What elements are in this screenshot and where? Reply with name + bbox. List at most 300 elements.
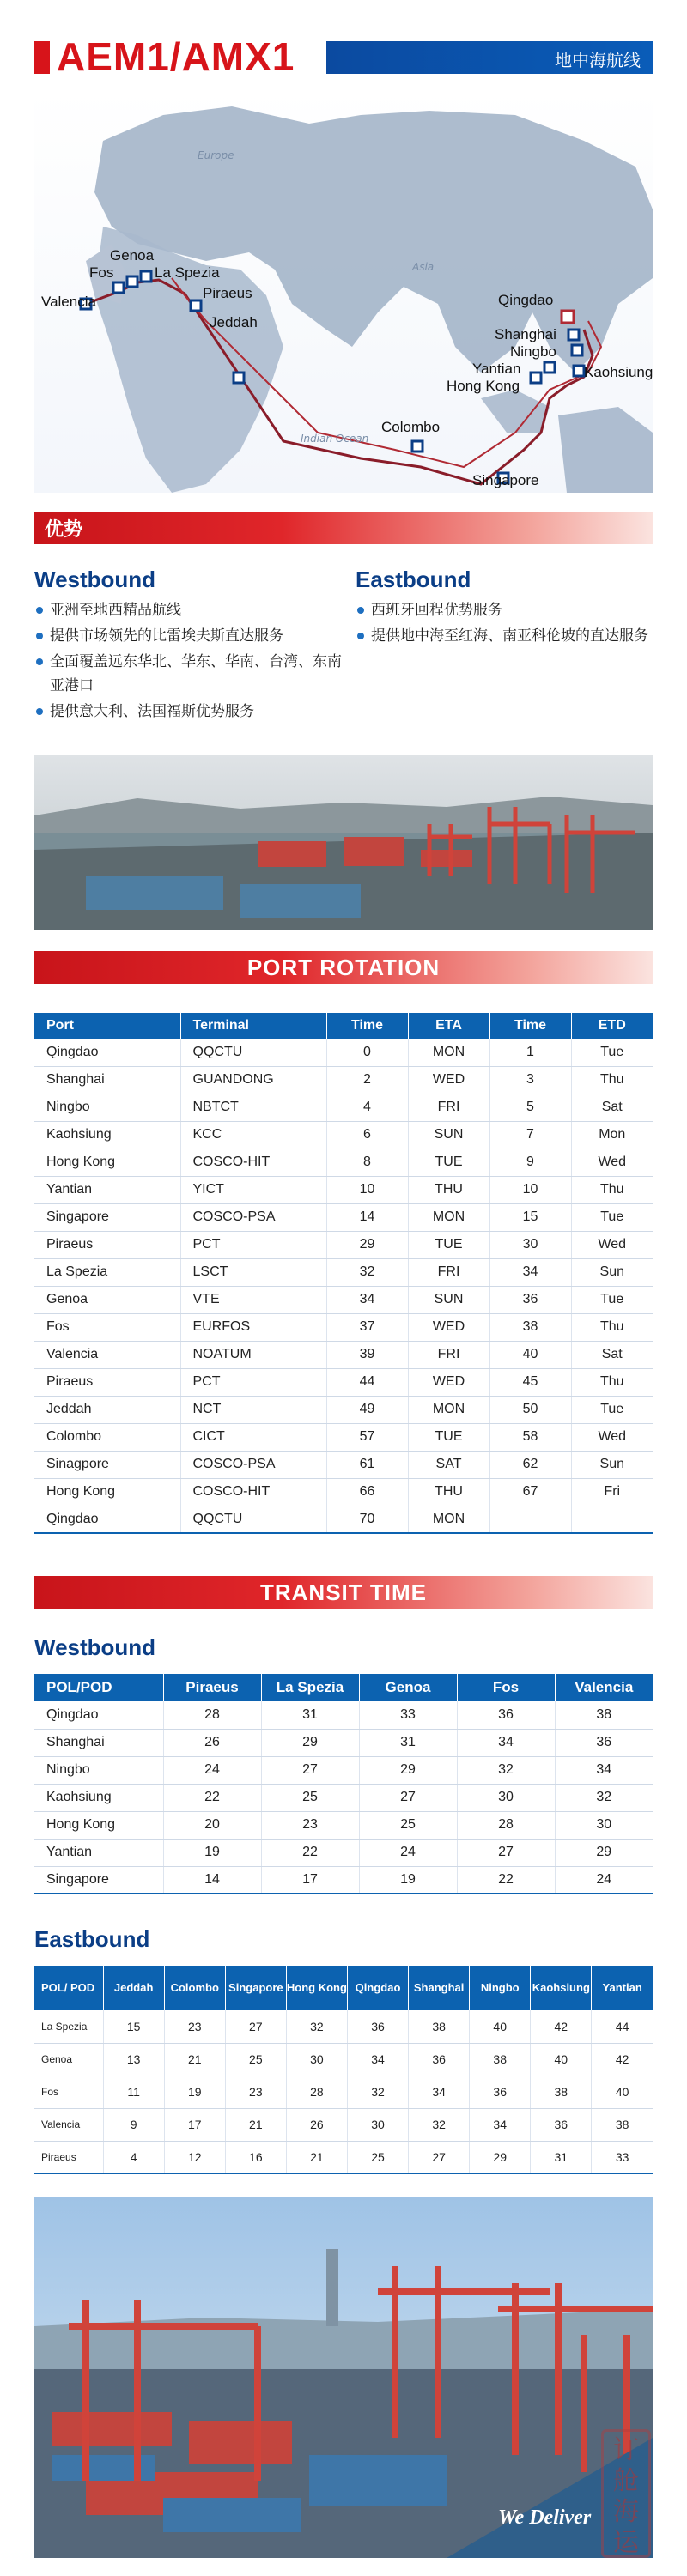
table-cell: 57 — [326, 1423, 408, 1451]
port-label-shanghai: Shanghai — [495, 326, 556, 342]
table-cell: 33 — [359, 1701, 457, 1729]
table-cell: 12 — [164, 2141, 225, 2173]
table-cell: 66 — [326, 1478, 408, 1506]
table-cell — [489, 1506, 571, 1533]
table-cell: 27 — [261, 1756, 359, 1784]
table-cell: 61 — [326, 1451, 408, 1478]
port-label-genoa: Genoa — [110, 247, 155, 264]
table-cell: MON — [408, 1506, 489, 1533]
column-header: Valencia — [555, 1674, 653, 1701]
table-cell: 29 — [261, 1729, 359, 1756]
table-row — [34, 1866, 653, 1894]
table-cell: 28 — [457, 1811, 555, 1839]
table-cell: 21 — [164, 2043, 225, 2076]
column-header: Fos — [457, 1674, 555, 1701]
table-cell: 38 — [489, 1313, 571, 1341]
table-cell: Jeddah — [34, 1396, 180, 1423]
table-cell: 23 — [225, 2076, 286, 2108]
table-cell: 40 — [470, 2010, 531, 2043]
page-subtitle: 地中海航线 — [555, 50, 641, 70]
table-cell: 34 — [347, 2043, 408, 2076]
table-cell: 22 — [457, 1866, 555, 1894]
table-cell: Yantian — [34, 1839, 163, 1866]
table-cell: GUANDONG — [180, 1066, 326, 1094]
table-cell: Valencia — [34, 2108, 103, 2141]
table-cell: Thu — [571, 1176, 653, 1203]
table-cell: NCT — [180, 1396, 326, 1423]
table-cell: TUE — [408, 1423, 489, 1451]
table-row — [34, 1368, 653, 1396]
table-cell: 4 — [103, 2141, 164, 2173]
table-cell: Sat — [571, 1094, 653, 1121]
table-row — [34, 1756, 653, 1784]
table-cell: 25 — [225, 2043, 286, 2076]
table-row — [34, 1701, 653, 1729]
port-label-hong-kong: Hong Kong — [447, 378, 520, 394]
table-cell: 44 — [326, 1368, 408, 1396]
table-cell: 28 — [286, 2076, 347, 2108]
table-cell: 50 — [489, 1396, 571, 1423]
column-header: Ningbo — [470, 1966, 531, 2010]
table-cell: 15 — [489, 1203, 571, 1231]
table-cell: Tue — [571, 1286, 653, 1313]
stamp-char: 海 — [613, 2497, 639, 2527]
table-cell: 32 — [555, 1784, 653, 1811]
table-cell: 32 — [347, 2076, 408, 2108]
header-row — [34, 1674, 653, 1701]
table-cell: 29 — [555, 1839, 653, 1866]
column-header: Colombo — [164, 1966, 225, 2010]
table-cell: 32 — [409, 2108, 470, 2141]
table-cell: 4 — [326, 1094, 408, 1121]
table-cell: 11 — [103, 2076, 164, 2108]
table-cell: SUN — [408, 1286, 489, 1313]
table-cell: 34 — [457, 1729, 555, 1756]
westbound-item: 提供市场领先的比雷埃夫斯直达服务 — [34, 624, 344, 648]
table-cell: 9 — [489, 1149, 571, 1176]
table-cell: YICT — [180, 1176, 326, 1203]
port-rotation-bar — [34, 951, 653, 984]
table-cell: 22 — [163, 1784, 261, 1811]
table-cell: 5 — [489, 1094, 571, 1121]
port-label-piraeus: Piraeus — [203, 285, 252, 301]
table-cell: Sun — [571, 1258, 653, 1286]
table-row — [34, 2076, 653, 2108]
column-header: Singapore — [225, 1966, 286, 2010]
stamp-char: 订 — [613, 2435, 639, 2465]
table-row — [34, 1451, 653, 1478]
page-header — [34, 34, 653, 79]
table-cell: THU — [408, 1176, 489, 1203]
table-cell: 25 — [347, 2141, 408, 2173]
table-row — [34, 1341, 653, 1368]
eastbound-rows — [34, 2010, 653, 2173]
table-row — [34, 1286, 653, 1313]
table-cell: QQCTU — [180, 1506, 326, 1533]
table-cell: CICT — [180, 1423, 326, 1451]
table-cell: Thu — [571, 1368, 653, 1396]
region-label-indian-ocean: Indian Ocean — [301, 433, 369, 445]
table-cell: 32 — [457, 1756, 555, 1784]
table-cell: Yantian — [34, 1176, 180, 1203]
table-cell: 10 — [326, 1176, 408, 1203]
table-cell: 34 — [409, 2076, 470, 2108]
table-row — [34, 1478, 653, 1506]
column-header: Qingdao — [347, 1966, 408, 2010]
table-cell: Sat — [571, 1341, 653, 1368]
table-row — [34, 1729, 653, 1756]
port-label-ningbo: Ningbo — [510, 343, 556, 360]
table-cell: Fos — [34, 2076, 103, 2108]
table-cell: TUE — [408, 1231, 489, 1258]
column-header: La Spezia — [261, 1674, 359, 1701]
table-cell: 25 — [261, 1784, 359, 1811]
header-red-mark — [34, 41, 50, 74]
table-cell: 8 — [326, 1149, 408, 1176]
table-row — [34, 1039, 653, 1066]
table-cell: SAT — [408, 1451, 489, 1478]
table-cell: COSCO-PSA — [180, 1203, 326, 1231]
port-label-qingdao: Qingdao — [498, 292, 554, 308]
table-cell: Colombo — [34, 1423, 180, 1451]
table-cell: 21 — [225, 2108, 286, 2141]
port-label-kaohsiung: Kaohsiung — [584, 364, 653, 380]
table-cell: Genoa — [34, 1286, 180, 1313]
westbound-item: 全面覆盖远东华北、华东、华南、台湾、东南亚港口 — [34, 650, 344, 698]
column-header: Jeddah — [103, 1966, 164, 2010]
region-label-europe: Europe — [198, 149, 234, 161]
table-cell: 39 — [326, 1341, 408, 1368]
table-cell: Thu — [571, 1066, 653, 1094]
table-cell: 23 — [261, 1811, 359, 1839]
table-cell: Shanghai — [34, 1729, 163, 1756]
table-cell: 34 — [326, 1286, 408, 1313]
table-row — [34, 2108, 653, 2141]
table-cell: MON — [408, 1039, 489, 1066]
table-cell: 22 — [261, 1839, 359, 1866]
table-cell: 31 — [359, 1729, 457, 1756]
table-cell: THU — [408, 1478, 489, 1506]
table-row — [34, 1066, 653, 1094]
table-cell: 20 — [163, 1811, 261, 1839]
table-cell: VTE — [180, 1286, 326, 1313]
table-cell: 23 — [164, 2010, 225, 2043]
table-cell: Fos — [34, 1313, 180, 1341]
column-header: Yantian — [592, 1966, 653, 2010]
westbound-item: 亚洲至地西精品航线 — [34, 598, 344, 622]
table-cell: 16 — [225, 2141, 286, 2173]
table-cell: 26 — [163, 1729, 261, 1756]
column-header: Time — [326, 1013, 408, 1039]
table-cell: 13 — [103, 2043, 164, 2076]
stamp-watermark — [601, 2429, 651, 2558]
table-cell: Hong Kong — [34, 1478, 180, 1506]
table-cell: Piraeus — [34, 1231, 180, 1258]
table-cell: 32 — [326, 1258, 408, 1286]
port-rotation-rows — [34, 1039, 653, 1533]
table-cell: WED — [408, 1368, 489, 1396]
table-cell: 10 — [489, 1176, 571, 1203]
table-cell: 17 — [261, 1866, 359, 1894]
port-label-singapore-visible: Singapore — [472, 472, 539, 488]
table-cell: Tue — [571, 1396, 653, 1423]
table-cell: 45 — [489, 1368, 571, 1396]
table-cell: 7 — [489, 1121, 571, 1149]
table-cell: La Spezia — [34, 2010, 103, 2043]
table-cell: Genoa — [34, 2043, 103, 2076]
table-row — [34, 1423, 653, 1451]
table-cell: Valencia — [34, 1341, 180, 1368]
table-cell: 29 — [326, 1231, 408, 1258]
table-cell: 14 — [326, 1203, 408, 1231]
table-cell: 27 — [457, 1839, 555, 1866]
table-cell: 1 — [489, 1039, 571, 1066]
table-cell: COSCO-HIT — [180, 1478, 326, 1506]
table-cell: 31 — [261, 1701, 359, 1729]
table-cell: 15 — [103, 2010, 164, 2043]
port-label-fos: Fos — [89, 264, 114, 281]
table-cell: 17 — [164, 2108, 225, 2141]
table-cell: Singapore — [34, 1203, 180, 1231]
table-cell: 62 — [489, 1451, 571, 1478]
table-row — [34, 1258, 653, 1286]
table-row — [34, 1176, 653, 1203]
table-cell: 0 — [326, 1039, 408, 1066]
table-cell: 70 — [326, 1506, 408, 1533]
port-label-colombo: Colombo — [381, 419, 441, 435]
table-cell: 38 — [592, 2108, 653, 2141]
transit-time-title: TRANSIT TIME — [260, 1579, 427, 1605]
table-cell: 38 — [409, 2010, 470, 2043]
table-cell: Kaohsiung — [34, 1121, 180, 1149]
table-cell: NOATUM — [180, 1341, 326, 1368]
table-cell: 34 — [489, 1258, 571, 1286]
table-cell: 19 — [359, 1866, 457, 1894]
table-cell: 30 — [555, 1811, 653, 1839]
table-cell: Wed — [571, 1423, 653, 1451]
table-cell: 30 — [489, 1231, 571, 1258]
table-cell: 29 — [470, 2141, 531, 2173]
port-photo-bottom — [34, 2197, 653, 2558]
column-header: ETD — [571, 1013, 653, 1039]
table-cell: Hong Kong — [34, 1811, 163, 1839]
port-label-valencia: Valencia — [41, 294, 96, 310]
table-cell: 29 — [359, 1756, 457, 1784]
region-label-asia: Asia — [412, 261, 435, 273]
table-cell: 19 — [164, 2076, 225, 2108]
table-cell: 24 — [359, 1839, 457, 1866]
table-row — [34, 1811, 653, 1839]
table-row — [34, 1784, 653, 1811]
table-cell: Singapore — [34, 1866, 163, 1894]
port-rotation-table — [34, 1013, 653, 1534]
eastbound-transit-heading: Eastbound — [34, 1926, 150, 1952]
table-cell: QQCTU — [180, 1039, 326, 1066]
table-cell: 36 — [347, 2010, 408, 2043]
table-cell: MON — [408, 1396, 489, 1423]
eastbound-heading: Eastbound — [356, 567, 471, 592]
eastbound-item: 西班牙回程优势服务 — [356, 598, 665, 622]
table-cell: 36 — [555, 1729, 653, 1756]
advantages-title: 优势 — [45, 519, 83, 541]
table-cell: 34 — [470, 2108, 531, 2141]
table-row — [34, 1313, 653, 1341]
table-row — [34, 2043, 653, 2076]
table-cell: TUE — [408, 1149, 489, 1176]
table-cell: Piraeus — [34, 2141, 103, 2173]
table-cell: COSCO-PSA — [180, 1451, 326, 1478]
column-header: POL/ POD — [34, 1966, 103, 2010]
table-cell: 6 — [326, 1121, 408, 1149]
table-cell: COSCO-HIT — [180, 1149, 326, 1176]
table-cell: 36 — [531, 2108, 592, 2141]
advantages-bar — [34, 512, 653, 544]
table-row — [34, 1231, 653, 1258]
table-cell: 42 — [531, 2010, 592, 2043]
table-row — [34, 1203, 653, 1231]
westbound-advantages — [34, 567, 344, 725]
table-cell: 30 — [347, 2108, 408, 2141]
westbound-transit-heading: Westbound — [34, 1634, 156, 1660]
westbound-item: 提供意大利、法国福斯优势服务 — [34, 700, 344, 724]
table-cell: PCT — [180, 1231, 326, 1258]
table-cell: 9 — [103, 2108, 164, 2141]
table-cell: Fri — [571, 1478, 653, 1506]
eastbound-item: 提供地中海至红海、南亚科伦坡的直达服务 — [356, 624, 665, 648]
table-cell: NBTCT — [180, 1094, 326, 1121]
table-cell: FRI — [408, 1094, 489, 1121]
table-cell: Kaohsiung — [34, 1784, 163, 1811]
table-cell: Tue — [571, 1039, 653, 1066]
table-cell: Thu — [571, 1313, 653, 1341]
stamp-char: 舱 — [613, 2466, 639, 2496]
table-cell: 27 — [225, 2010, 286, 2043]
table-cell: 25 — [359, 1811, 457, 1839]
column-header: Port — [34, 1013, 180, 1039]
table-cell — [571, 1506, 653, 1533]
table-cell: KCC — [180, 1121, 326, 1149]
table-cell: 40 — [592, 2076, 653, 2108]
table-cell: Sinagpore — [34, 1451, 180, 1478]
table-cell: Wed — [571, 1231, 653, 1258]
table-cell: 67 — [489, 1478, 571, 1506]
stamp-char: 运 — [613, 2528, 639, 2558]
signature-logo: We Deliver — [498, 2506, 592, 2529]
table-cell: 27 — [359, 1784, 457, 1811]
table-cell: SUN — [408, 1121, 489, 1149]
table-cell: 14 — [163, 1866, 261, 1894]
table-cell: Tue — [571, 1203, 653, 1231]
table-cell: Ningbo — [34, 1756, 163, 1784]
table-cell: 40 — [489, 1341, 571, 1368]
table-cell: 28 — [163, 1701, 261, 1729]
route-map — [34, 89, 653, 493]
table-cell: Qingdao — [34, 1506, 180, 1533]
table-cell: 21 — [286, 2141, 347, 2173]
westbound-heading: Westbound — [34, 567, 156, 592]
port-label-jeddah: Jeddah — [210, 314, 258, 330]
port-photo-top — [34, 755, 653, 930]
column-header: Time — [489, 1013, 571, 1039]
header-blue-band — [326, 41, 653, 74]
column-header: Shanghai — [409, 1966, 470, 2010]
westbound-transit-table — [34, 1674, 653, 1894]
table-cell: Ningbo — [34, 1094, 180, 1121]
table-cell: 38 — [470, 2043, 531, 2076]
table-row — [34, 2010, 653, 2043]
table-cell: FRI — [408, 1341, 489, 1368]
table-row — [34, 1121, 653, 1149]
table-row — [34, 1396, 653, 1423]
table-cell: PCT — [180, 1368, 326, 1396]
table-row — [34, 2141, 653, 2173]
table-cell: 36 — [489, 1286, 571, 1313]
table-cell: 36 — [457, 1701, 555, 1729]
table-cell: 40 — [531, 2043, 592, 2076]
table-cell: 3 — [489, 1066, 571, 1094]
table-cell: 37 — [326, 1313, 408, 1341]
table-cell: 27 — [409, 2141, 470, 2173]
table-cell: Sun — [571, 1451, 653, 1478]
table-cell: 38 — [531, 2076, 592, 2108]
table-cell: Hong Kong — [34, 1149, 180, 1176]
port-label-yantian: Yantian — [472, 361, 521, 377]
table-cell: Wed — [571, 1149, 653, 1176]
table-cell: WED — [408, 1313, 489, 1341]
table-cell: 32 — [286, 2010, 347, 2043]
table-row — [34, 1094, 653, 1121]
table-cell: 49 — [326, 1396, 408, 1423]
table-cell: 44 — [592, 2010, 653, 2043]
page-title: AEM1/AMX1 — [57, 34, 295, 79]
table-cell: 31 — [531, 2141, 592, 2173]
table-row — [34, 1149, 653, 1176]
table-cell: 19 — [163, 1839, 261, 1866]
eastbound-transit-table — [34, 1966, 653, 2174]
table-cell: 58 — [489, 1423, 571, 1451]
table-cell: FRI — [408, 1258, 489, 1286]
column-header: Terminal — [180, 1013, 326, 1039]
header-row — [34, 1966, 653, 2010]
column-header: Piraeus — [163, 1674, 261, 1701]
table-cell: 34 — [555, 1756, 653, 1784]
table-cell: 36 — [409, 2043, 470, 2076]
column-header: POL/POD — [34, 1674, 163, 1701]
table-cell: EURFOS — [180, 1313, 326, 1341]
transit-time-bar — [34, 1576, 653, 1609]
table-cell: 42 — [592, 2043, 653, 2076]
port-label-la-spezia: La Spezia — [155, 264, 220, 281]
table-cell: Qingdao — [34, 1701, 163, 1729]
table-cell: Mon — [571, 1121, 653, 1149]
table-row — [34, 1506, 653, 1533]
table-cell: 24 — [555, 1866, 653, 1894]
table-cell: 2 — [326, 1066, 408, 1094]
column-header: ETA — [408, 1013, 489, 1039]
table-cell: 24 — [163, 1756, 261, 1784]
table-cell: Piraeus — [34, 1368, 180, 1396]
table-cell: 30 — [286, 2043, 347, 2076]
table-cell: WED — [408, 1066, 489, 1094]
column-header: Kaohsiung — [531, 1966, 592, 2010]
table-cell: La Spezia — [34, 1258, 180, 1286]
eastbound-advantages — [356, 567, 665, 650]
column-header: Hong Kong — [286, 1966, 347, 2010]
table-cell: 30 — [457, 1784, 555, 1811]
table-cell: LSCT — [180, 1258, 326, 1286]
port-rotation-title: PORT ROTATION — [246, 955, 441, 980]
westbound-rows — [34, 1701, 653, 1894]
